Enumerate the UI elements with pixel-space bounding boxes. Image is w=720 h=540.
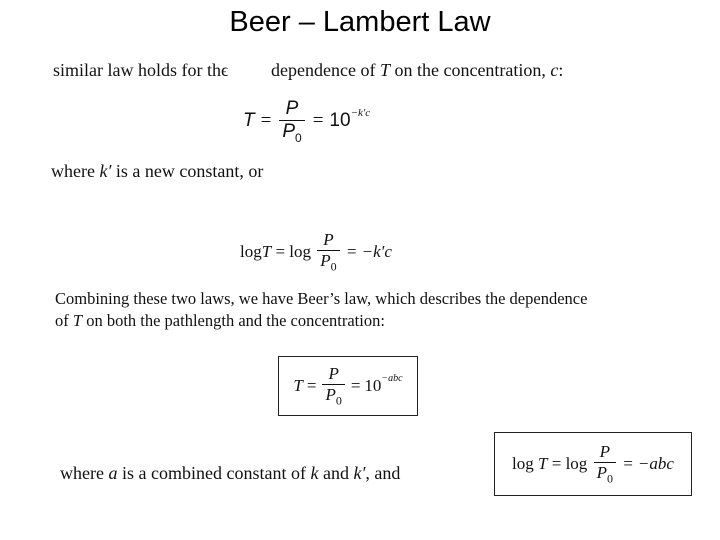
text-fragment: dependence of	[271, 60, 380, 80]
equation-log-beers-law-boxed	[494, 432, 692, 496]
denominator-P: P	[325, 384, 336, 404]
text-fragment-left: similar law holds for thϵ	[53, 60, 229, 80]
variable-k-prime: k′	[99, 161, 112, 181]
variable-T: T	[293, 376, 303, 395]
equals-log: = log	[271, 242, 316, 262]
equals-sign: =	[350, 376, 361, 395]
subscript-0: 0	[295, 130, 302, 145]
exponent: −abc	[381, 372, 403, 384]
text-fragment: is a combined constant of	[117, 463, 311, 483]
denominator-P: P	[320, 251, 331, 270]
fraction-P-over-P0	[317, 230, 339, 274]
numerator-P: P	[285, 98, 299, 119]
equals-log: = log	[547, 454, 592, 473]
log-function: log	[512, 454, 539, 473]
base-10: 10	[364, 376, 382, 395]
text-fragment: :	[558, 60, 564, 80]
variable-k-prime: k′	[353, 463, 366, 483]
fraction-P-over-P0	[322, 364, 344, 408]
text-fragment: where	[60, 463, 109, 483]
variable-T: T	[72, 311, 83, 330]
variable-T: T	[379, 60, 390, 80]
variable-c: c	[550, 60, 559, 80]
paragraph-line-1: Combining these two laws, we have Beer’s law, which describes the dependence	[55, 289, 588, 308]
base-10: 10	[329, 110, 351, 132]
text-fragment: of	[55, 311, 73, 330]
slide-title: Beer – Lambert Law	[229, 6, 491, 38]
variable-a: a	[108, 463, 118, 483]
variable-k: k	[310, 463, 319, 483]
text-fragment: on both the pathlength and the concentration:	[82, 311, 385, 330]
numerator-P: P	[328, 363, 339, 383]
paragraph-beers-law	[55, 288, 587, 332]
text-line-combined-constant	[60, 463, 400, 484]
equals-sign: =	[306, 376, 317, 395]
text-line-new-constant	[51, 161, 263, 182]
rhs-expression: = −k′c	[341, 242, 392, 262]
text-fragment: on the concentration,	[389, 60, 551, 80]
subscript-0: 0	[335, 393, 342, 408]
text-fragment: , and	[365, 463, 401, 483]
text-line-similar-law	[53, 60, 228, 81]
equation-beers-law-boxed	[278, 356, 418, 416]
numerator-P: P	[323, 230, 334, 249]
variable-T: T	[243, 110, 255, 132]
text-line-dependence	[271, 60, 563, 81]
fraction-P-over-P0	[279, 98, 304, 145]
equals-sign: =	[312, 110, 324, 132]
text-fragment: where	[51, 161, 100, 181]
subscript-0: 0	[606, 471, 613, 486]
numerator-P: P	[599, 441, 610, 461]
exponent: −k′c	[350, 107, 371, 120]
equals-sign: =	[260, 110, 272, 132]
equation-log-transmittance-kc	[240, 230, 392, 274]
denominator-P: P	[596, 462, 607, 482]
variable-T: T	[538, 454, 548, 473]
text-fragment: and	[318, 463, 354, 483]
rhs-expression: = −abc	[617, 454, 674, 473]
log-function: log	[240, 242, 262, 262]
variable-T: T	[261, 242, 272, 262]
fraction-P-over-P0	[594, 442, 616, 486]
denominator-P: P	[282, 121, 296, 142]
paragraph-line-2	[55, 310, 587, 332]
text-fragment: is a new constant, or	[111, 161, 264, 181]
subscript-0: 0	[330, 259, 337, 274]
equation-transmittance-kc	[243, 98, 370, 145]
